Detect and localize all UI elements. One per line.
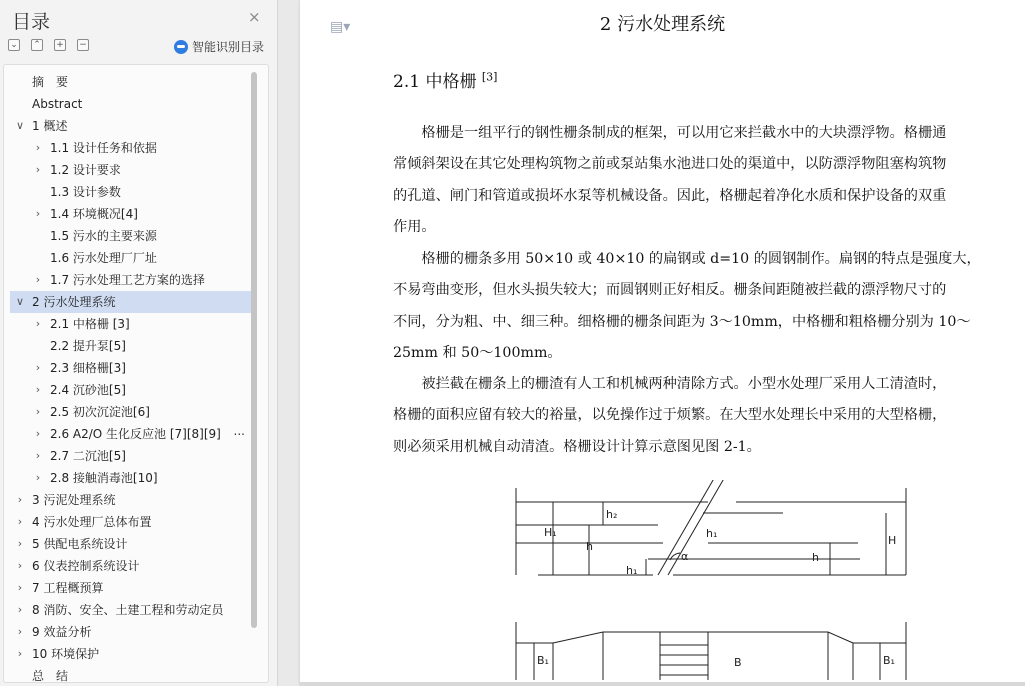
- label-h-right: h: [812, 551, 819, 564]
- toc-title: 目录: [12, 11, 51, 33]
- toc-item-label: 5 供配电系统设计: [32, 537, 128, 551]
- toc-item-label: 9 效益分析: [32, 625, 92, 639]
- ai-cloud-icon: [174, 40, 188, 54]
- toc-item[interactable]: [10, 159, 251, 181]
- paragraph-line: 的孔道、闸门和管道或损坏水泵等机械设备。因此，格栅起着净化水质和保护设备的双重: [393, 187, 947, 204]
- toc-item-label: 4 污水处理厂总体布置: [32, 515, 152, 529]
- paragraph-line: 作用。: [393, 218, 436, 235]
- toc-item[interactable]: [10, 621, 251, 643]
- chevron-right-icon[interactable]: ›: [35, 163, 41, 176]
- toc-item[interactable]: [10, 335, 251, 357]
- label-alpha: α: [681, 550, 689, 563]
- toc-item-label: 1 概述: [32, 119, 68, 133]
- chevron-right-icon[interactable]: ›: [17, 493, 23, 506]
- chevron-right-icon[interactable]: ›: [35, 141, 41, 154]
- label-h1: h₁: [706, 527, 718, 540]
- chapter-heading: 2 污水处理系统: [599, 14, 726, 35]
- toc-item-label: 8 消防、安全、土建工程和劳动定员: [32, 603, 224, 617]
- label-B1-left: B₁: [537, 654, 549, 667]
- chevron-down-icon[interactable]: ∨: [15, 119, 25, 132]
- toc-item-label: 摘 要: [32, 75, 69, 89]
- paragraph-line: 不易弯曲变形，但水头损失较大；而圆钢则正好相反。栅条间距随被拦截的漂浮物尺寸的: [393, 282, 947, 299]
- toc-scrollbar[interactable]: [251, 72, 257, 628]
- toc-item-label: 2 污水处理系统: [32, 295, 116, 309]
- chevron-right-icon[interactable]: ›: [35, 471, 41, 484]
- toc-item-label: 2.7 二沉池[5]: [50, 449, 126, 463]
- smart-toc-button[interactable]: [174, 38, 264, 55]
- toc-item[interactable]: [10, 181, 251, 203]
- chevron-right-icon[interactable]: ›: [35, 317, 41, 330]
- chevron-right-icon[interactable]: ›: [17, 581, 23, 594]
- chevron-right-icon[interactable]: ›: [17, 625, 23, 638]
- section-heading: [393, 67, 497, 92]
- document-menu-icon[interactable]: ▤▾: [330, 19, 351, 35]
- toc-item[interactable]: [10, 225, 251, 247]
- label-h-small: h₁: [626, 564, 638, 577]
- paragraph-line: 25mm 和 50～100mm。: [393, 344, 562, 361]
- chevron-right-icon[interactable]: ›: [17, 647, 23, 660]
- close-icon[interactable]: ×: [248, 8, 261, 26]
- chevron-right-icon[interactable]: ›: [17, 515, 23, 528]
- toc-item-label: 2.5 初次沉淀池[6]: [50, 405, 150, 419]
- paragraph-line: 不同，分为粗、中、细三种。细格栅的栅条间距为 3～10mm，中格栅和粗格栅分别为 10～: [393, 313, 971, 330]
- chevron-right-icon[interactable]: ›: [17, 537, 23, 550]
- label-B1-right: B₁: [883, 654, 895, 667]
- toc-item[interactable]: [10, 489, 251, 511]
- toc-item[interactable]: [10, 269, 251, 291]
- chevron-right-icon[interactable]: ›: [35, 405, 41, 418]
- toc-item-label: 2.6 A2/O 生化反应池 [7][8][9]: [50, 427, 221, 441]
- chevron-down-icon[interactable]: ∨: [15, 295, 25, 308]
- page-bottom-scrollbar[interactable]: [300, 682, 1025, 686]
- label-H1: H₁: [544, 526, 557, 539]
- paragraph-line: 格栅是一组平行的钢性栅条制成的框架，可以用它来拦截水中的大块漂浮物。格栅通: [393, 125, 947, 141]
- toc-item-label: 1.3 设计参数: [50, 185, 121, 199]
- toc-item[interactable]: [10, 533, 251, 555]
- toc-item-label: 2.2 提升泵[5]: [50, 339, 126, 353]
- label-h2: h₂: [606, 508, 618, 521]
- toc-item[interactable]: [10, 555, 251, 577]
- toc-item[interactable]: [10, 313, 251, 335]
- toc-item[interactable]: [10, 599, 251, 621]
- label-H: H: [888, 534, 897, 547]
- toc-item[interactable]: [10, 401, 251, 423]
- toc-item-label: 总 结: [32, 669, 69, 683]
- toc-item[interactable]: [10, 115, 251, 137]
- toc-item-label: 2.3 细格栅[3]: [50, 361, 126, 375]
- toc-item-label: 2.4 沉砂池[5]: [50, 383, 126, 397]
- chevron-right-icon[interactable]: ›: [35, 383, 41, 396]
- toc-item-label: 1.2 设计要求: [50, 163, 121, 177]
- paragraph-line: 格栅的面积应留有较大的裕量，以免操作过于烦繁。在大型水处理长中采用的大型格栅，: [393, 407, 947, 424]
- section-reference: [3]: [481, 70, 498, 84]
- toc-item[interactable]: [10, 665, 251, 683]
- add-heading-icon[interactable]: +: [54, 39, 66, 51]
- toc-item-label: 6 仪表控制系统设计: [32, 559, 140, 573]
- toc-item-label: 1.6 污水处理厂厂址: [50, 251, 157, 265]
- toc-item[interactable]: [10, 357, 251, 379]
- toc-item[interactable]: [10, 203, 251, 225]
- toc-item-label: 1.4 环境概况[4]: [50, 207, 138, 221]
- toc-item[interactable]: [10, 71, 251, 93]
- toc-item[interactable]: [10, 137, 251, 159]
- toc-item-label: 1.5 污水的主要来源: [50, 229, 157, 243]
- paragraph-line: 常倾斜架设在其它处理构筑物之前或泵站集水池进口处的渠道中，以防漂浮物阻塞构筑物: [393, 156, 947, 173]
- toc-item[interactable]: [10, 467, 251, 489]
- toc-toolbar: [8, 39, 89, 51]
- toc-item-label: Abstract: [32, 97, 83, 111]
- toc-item-label: 3 污泥处理系统: [32, 493, 116, 507]
- toc-item[interactable]: [10, 291, 251, 313]
- grille-diagram: [508, 480, 918, 685]
- toc-item[interactable]: [10, 247, 251, 269]
- toc-item[interactable]: [10, 643, 251, 665]
- chevron-right-icon[interactable]: ›: [35, 427, 41, 440]
- label-h-left: h: [586, 540, 593, 553]
- toc-item[interactable]: [10, 93, 251, 115]
- toc-item[interactable]: [10, 445, 251, 467]
- toc-item-label: 10 环境保护: [32, 647, 100, 661]
- toc-item-label: 2.1 中格栅 [3]: [50, 317, 130, 331]
- smart-toc-label: 智能识别目录: [192, 40, 265, 54]
- chevron-right-icon[interactable]: ›: [35, 207, 41, 220]
- toc-list: [3, 64, 269, 683]
- paragraph-line: 则必须采用机械自动清渣。格栅设计计算示意图见图 2-1。: [393, 438, 761, 455]
- chevron-right-icon[interactable]: ›: [35, 273, 41, 286]
- toc-item-label: 1.1 设计任务和依据: [50, 141, 157, 155]
- label-B: B: [734, 656, 742, 669]
- paragraph-line: 格栅的栅条多用 50×10 或 40×10 的扁钢或 d=10 的圆钢制作。扁钢的特点是强度大，: [393, 251, 981, 267]
- chevron-right-icon[interactable]: ›: [17, 559, 23, 572]
- chevron-right-icon[interactable]: ›: [35, 361, 41, 374]
- toc-item-label: 1.7 污水处理工艺方案的选择: [50, 273, 205, 287]
- paragraph-line: 被拦截在栅条上的栅渣有人工和机械两种清除方式。小型水处理厂采用人工清渣时，: [393, 376, 947, 392]
- toc-sidebar: [0, 0, 278, 686]
- remove-heading-icon[interactable]: −: [77, 39, 89, 51]
- more-icon[interactable]: ...: [233, 424, 245, 438]
- collapse-all-icon[interactable]: ⌄: [8, 39, 20, 51]
- expand-all-icon[interactable]: ⌃: [31, 39, 43, 51]
- toc-item-label: 2.8 接触消毒池[10]: [50, 471, 158, 485]
- chevron-right-icon[interactable]: ›: [35, 449, 41, 462]
- toc-item[interactable]: [10, 511, 251, 533]
- toc-item[interactable]: [10, 577, 251, 599]
- toc-item[interactable]: [10, 379, 251, 401]
- chevron-right-icon[interactable]: ›: [17, 603, 23, 616]
- toc-item[interactable]: [10, 423, 251, 445]
- section-title: 2.1 中格栅: [393, 72, 477, 92]
- toc-item-label: 7 工程概预算: [32, 581, 104, 595]
